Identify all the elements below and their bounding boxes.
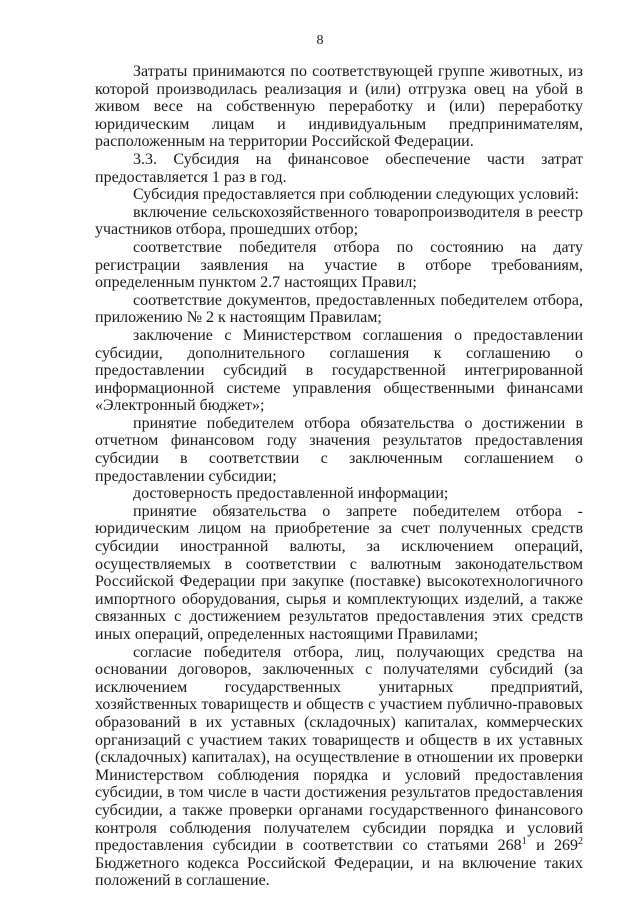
paragraph: принятие обязательства о запрете победителем отбора - юридическим лицом на приобретение за счет полученных средств субсидии иностранной валюты, за исключением операций, осуществляемых в соответствии с валютным законодательством Российской Федерации при закупке (поставке) высокотехнологичного импортного оборудования, сырья и комплектующих изделий, а также связанных с достижением результатов предоставления этих средств иных операций, определенных настоящими Правилами; — [95, 502, 583, 643]
paragraph-text: согласие победителя отбора, лиц, получающих средства на основании договоров, заключенных с получателями субсидий (за исключением государственных унитарных предприятий, хозяйственных товариществ и обществ с участием публично-правовых образований в их уставных (складочных) капиталах, коммерческих организаций с участием таких товариществ и обществ в их уставных (складочных) капиталах), на осуществление в отношении их проверки Министерством соблюдения порядка и условий предоставления субсидии, в том числе в части достижения результатов предоставления субсидии, а также проверки органами государственного финансового контроля соблюдения получателем субсидии порядка и условий предоставления субсидии в соответствии со статьями 268 — [95, 643, 583, 855]
paragraph: 3.3. Субсидия на финансовое обеспечение части затрат предоставляется 1 раз в год. — [95, 150, 583, 186]
paragraph: Субсидия предоставляется при соблюдении следующих условий: — [133, 186, 579, 204]
paragraph: принятие победителем отбора обязательства о достижении в отчетном финансовом году значения результатов предоставления субсидии в соответствии с заключенным соглашением о предоставлении субсидии; — [95, 414, 583, 485]
page-number: 8 — [316, 33, 324, 48]
article-superscript: 1 — [521, 836, 527, 848]
paragraph: включение сельскохозяйственного товаропроизводителя в реестр участников отбора, прошедших отбор; — [95, 203, 583, 239]
paragraph: соответствие документов, предоставленных победителем отбора, приложению № 2 к настоящим Правилам; — [95, 291, 583, 327]
paragraph-text: Бюджетного кодекса Российской Федерации, и на включение таких положений в соглашение. — [95, 854, 583, 890]
paragraph: Затраты принимаются по соответствующей группе животных, из которой производилась реализация и (или) отгрузка овец на убой в живом весе на собственную переработку и (или) переработку юридическим лицам и индивидуальным предпринимателям, расположенным на территории Российской Федерации. — [95, 63, 583, 151]
paragraph-text: и 269 — [526, 837, 579, 855]
paragraph: соответствие победителя отбора по состоянию на дату регистрации заявления на участие в отборе требованиям, определенным пунктом 2.7 настоящих Правил; — [95, 238, 583, 292]
paragraph: заключение с Министерством соглашения о предоставлении субсидии, дополнительного соглашения к соглашению о предоставлении субсидий в государственной интегрированной информационной системе управления общественными финансами «Электронный бюджет»; — [95, 326, 583, 415]
article-superscript: 2 — [578, 836, 584, 848]
paragraph: достоверность предоставленной информации; — [133, 485, 449, 503]
document-body — [95, 63, 583, 890]
paragraph-consent — [95, 644, 583, 890]
